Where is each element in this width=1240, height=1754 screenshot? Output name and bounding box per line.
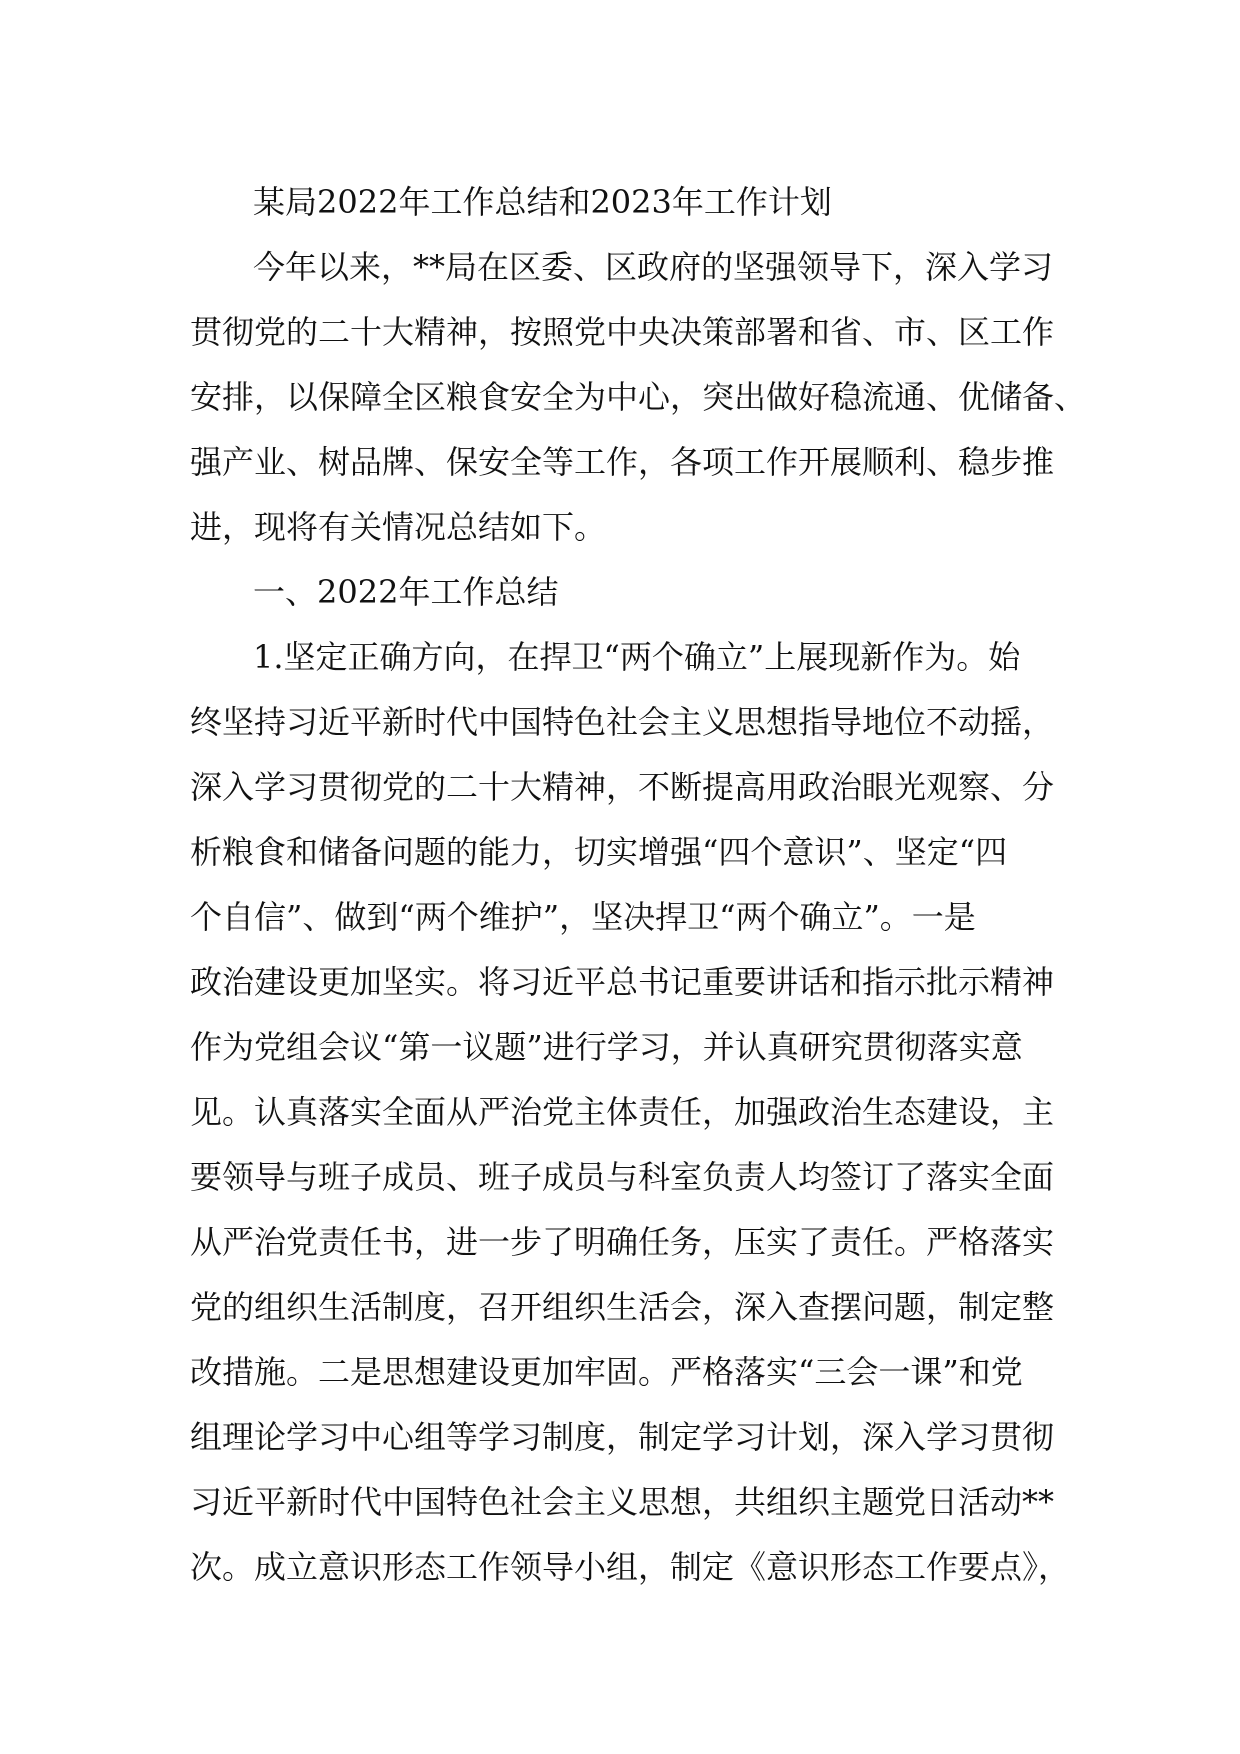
section-heading: 一、2022年工作总结: [253, 573, 559, 611]
paragraph-line: 见。认真落实全面从严治党主体责任，加强政治生态建设，主: [190, 1093, 1055, 1131]
paragraph-line: 个自信”、做到“两个维护”，坚决捍卫“两个确立”。一是: [190, 898, 976, 936]
paragraph-line: 今年以来，**局在区委、区政府的坚强领导下，深入学习: [253, 248, 1054, 286]
paragraph-line: 党的组织生活制度，召开组织生活会，深入查摆问题，制定整: [190, 1288, 1055, 1326]
paragraph-line: 终坚持习近平新时代中国特色社会主义思想指导地位不动摇，: [190, 703, 1055, 741]
paragraph-line: 政治建设更加坚实。将习近平总书记重要讲话和指示批示精神: [190, 963, 1055, 1001]
paragraph-line: 安排，以保障全区粮食安全为中心，突出做好稳流通、优储备、: [190, 378, 1087, 416]
paragraph-line: 要领导与班子成员、班子成员与科室负责人均签订了落实全面: [190, 1158, 1055, 1196]
document-title: 某局2022年工作总结和2023年工作计划: [253, 183, 832, 221]
paragraph-line: 进，现将有关情况总结如下。: [190, 508, 607, 546]
paragraph-line: 强产业、树品牌、保安全等工作，各项工作开展顺利、稳步推: [190, 443, 1055, 481]
paragraph-line: 析粮食和储备问题的能力，切实增强“四个意识”、坚定“四: [190, 833, 1008, 871]
paragraph-line: 从严治党责任书，进一步了明确任务，压实了责任。严格落实: [190, 1223, 1055, 1261]
paragraph-line: 次。成立意识形态工作领导小组，制定《意识形态工作要点》，: [190, 1548, 1071, 1586]
document-body: [190, 170, 1087, 1600]
paragraph-line: 习近平新时代中国特色社会主义思想，共组织主题党日活动**: [190, 1483, 1055, 1521]
paragraph-line: 改措施。二是思想建设更加牢固。严格落实“三会一课”和党: [190, 1353, 1023, 1391]
paragraph-line: 深入学习贯彻党的二十大精神，不断提高用政治眼光观察、分: [190, 768, 1055, 806]
paragraph-line: 作为党组会议“第一议题”进行学习，并认真研究贯彻落实意: [190, 1028, 1023, 1066]
paragraph-line: 贯彻党的二十大精神，按照党中央决策部署和省、市、区工作: [190, 313, 1055, 351]
paragraph-line: 1.坚定正确方向，在捍卫“两个确立”上展现新作为。始: [253, 638, 1021, 676]
paragraph-line: 组理论学习中心组等学习制度，制定学习计划，深入学习贯彻: [190, 1418, 1055, 1456]
